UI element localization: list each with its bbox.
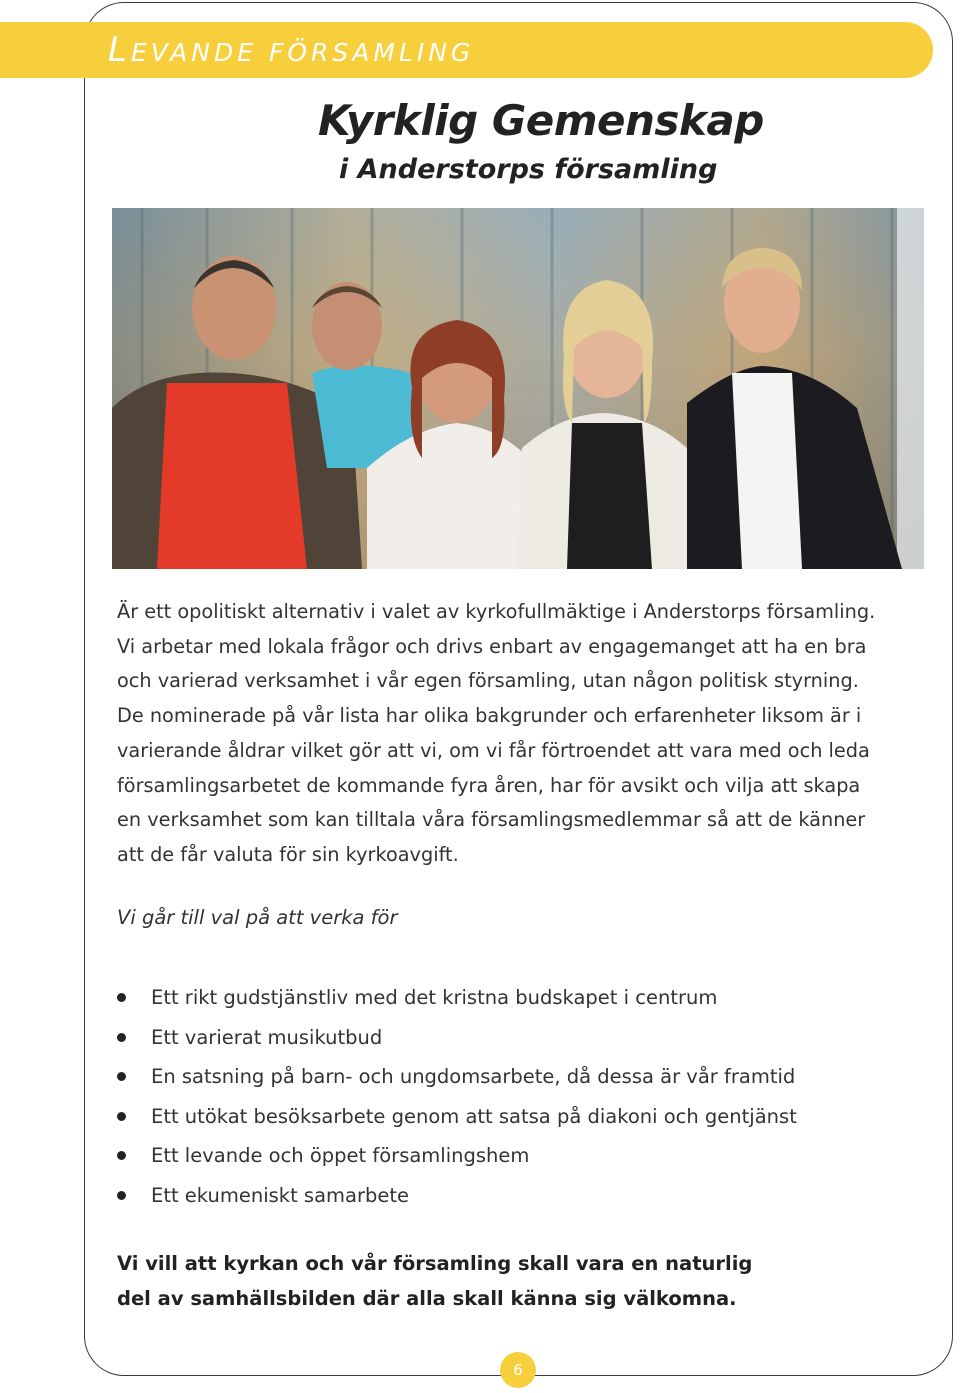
bullet-icon: [117, 1072, 126, 1081]
list-item-text: Ett varierat musikutbud: [151, 1025, 383, 1049]
bullet-icon: [117, 1151, 126, 1160]
intro-line: Är ett opolitiskt alternativ i valet av kyrkofullmäktige i Anderstorps församling.: [117, 600, 876, 623]
closing-statement: [117, 1246, 752, 1316]
list-item: [117, 1097, 797, 1137]
intro-line: De nominerade på vår lista har olika bakgrunder och erfarenheter liksom är i: [117, 704, 862, 728]
closing-line: Vi vill att kyrkan och vår församling skall vara en naturlig: [117, 1252, 753, 1275]
list-item: [117, 978, 797, 1018]
list-item-text: Ett levande och öppet församlingshem: [151, 1144, 530, 1168]
list-item-text: Ett rikt gudstjänstliv med det kristna budskapet i centrum: [151, 986, 718, 1009]
bullet-icon: [117, 993, 126, 1002]
closing-line: del av samhällsbilden där alla skall känna sig välkomna.: [117, 1287, 737, 1310]
page-number: 6: [500, 1352, 536, 1388]
list-item-text: Ett ekumeniskt samarbete: [151, 1183, 410, 1207]
section-label-initial: L: [108, 30, 131, 70]
intro-text: [117, 595, 917, 873]
goals-lead: Vi går till val på att verka för: [117, 906, 398, 929]
group-photo: [112, 208, 924, 569]
page-title: Kyrklig Gemenskap: [318, 96, 764, 145]
section-label-rest: EVANDE FÖRSAMLING: [130, 38, 475, 67]
list-item: [117, 1057, 797, 1097]
intro-line: att de får valuta för sin kyrkoavgift.: [117, 842, 459, 866]
bullet-icon: [117, 1033, 126, 1042]
list-item: [117, 1018, 797, 1058]
section-label: [108, 30, 474, 70]
intro-line: varierande åldrar vilket gör att vi, om vi får förtroendet att vara med och leda: [117, 738, 870, 762]
goals-list: [117, 978, 797, 1216]
page-subtitle: i Anderstorps församling: [339, 154, 718, 185]
intro-line: en verksamhet som kan tilltala våra församlingsmedlemmar så att de känner: [117, 808, 866, 832]
bullet-icon: [117, 1191, 126, 1200]
list-item-text: Ett utökat besöksarbete genom att satsa på diakoni och gentjänst: [151, 1104, 797, 1128]
intro-line: och varierad verksamhet i vår egen församling, utan någon politisk styrning.: [117, 669, 859, 693]
list-item: [117, 1136, 797, 1176]
intro-line: Vi arbetar med lokala frågor och drivs enbart av engagemanget att ha en bra: [117, 634, 867, 658]
list-item-text: En satsning på barn- och ungdomsarbete, då dessa är vår framtid: [151, 1065, 796, 1089]
list-item: [117, 1176, 797, 1216]
intro-line: församlingsarbetet de kommande fyra åren, har för avsikt och vilja att skapa: [117, 773, 861, 797]
bullet-icon: [117, 1112, 126, 1121]
